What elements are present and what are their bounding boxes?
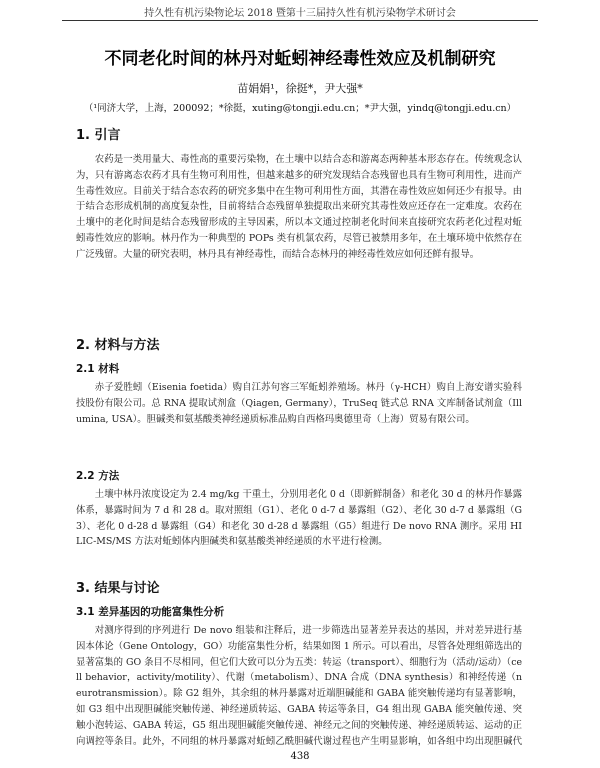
section-heading-intro: 1. 引言 xyxy=(76,128,121,143)
subsection-heading-materials: 2.1 材料 xyxy=(76,363,120,375)
header-divider xyxy=(62,20,538,21)
subsection-heading-go-enrichment: 3.1 差异基因的功能富集性分析 xyxy=(76,606,225,618)
affiliation: （¹同济大学，上海，200092；*徐挺，xuting@tongji.edu.cn；*尹大强，yindq@tongji.edu.cn） xyxy=(83,103,517,114)
paragraph-go-enrichment: 对测序得到的序列进行 De novo 组装和注释后，进一步筛选出显著差异表达的基因，并对差异进行基因本体论（Gene Ontology，GO）功能富集性分析，结果如图 1 所示。可以看出，尽管各处理组筛选出的显著富集的 GO 条目不尽相同，但它们大致可以分为五类：转运（transport）、细胞行为（活动/运动）（cell behavior，activity/motility）、代谢（metabolism）、DNA 合成（DNA synthesis）和神经传递（neurotransmission）。除 G2 组外，其余组的林丹暴露对近端胆碱能和 GABA 能突触传递均有显著影响，如 G3 组中出现胆碱能突触传递、神经递质转运、GABA 转运等条目，G4 组出现 GABA 能突触传递、突触小泡转运、GABA 转运，G5 组出现胆碱能突触传递、神经元之间的突触传递、神经递质转运、运动的正向调控等条目。此外，不同组的林丹暴露对蚯蚓乙酰胆碱代谢过程也产生明显影响，如各组中均出现胆碱代 xyxy=(76,625,522,747)
paragraph-intro: 农药是一类用量大、毒性高的重要污染物，在土壤中以结合态和游离态两种基本形态存在。传统观念认为，只有游离态农药才具有生物可利用性，但越来越多的研究发现结合态残留也具有生物可利用性，进而产生毒性效应。目前关于结合态农药的研究多集中在生物可利用性方面，其潜在毒性效应如何还少有报导。由于结合态形成机制的高度复杂性，目前将结合态残留单独提取出来研究其毒性效应还存在一定难度。农药在土壤中的老化时间是结合态残留形成的主导因素，所以本文通过控制老化时间来直接研究农药老化过程对蚯蚓毒性效应的影响。林丹作为一种典型的 POPs 类有机氯农药，尽管已被禁用多年，在土壤环境中依然存在广泛残留。大量的研究表明，林丹具有神经毒性，而结合态林丹的神经毒性效应如何还鲜有报导。 xyxy=(76,154,522,260)
paragraph-materials: 赤子爱胜蚓（Eisenia foetida）购自江苏句容三军蚯蚓养殖场。林丹（γ-HCH）购自上海安谱实验科技股份有限公司。总 RNA 提取试剂盒（Qiagen, Germany），TruSeq 链式总 RNA 文库制备试剂盒（Illumina, USA）。胆碱类和氨基酸类神经递质标准品购自西格玛奥德里奇（上海）贸易有限公司。 xyxy=(76,382,522,425)
subsection-heading-method: 2.2 方法 xyxy=(76,470,120,482)
paper-title: 不同老化时间的林丹对蚯蚓神经毒性效应及机制研究 xyxy=(104,49,496,69)
page-number: 438 xyxy=(290,751,310,762)
author-list: 苗娟娟¹，徐挺*，尹大强* xyxy=(237,82,363,95)
running-header: 持久性有机污染物论坛 2018 暨第十三届持久性有机污染物学术研讨会 xyxy=(144,8,456,19)
section-heading-results: 3. 结果与讨论 xyxy=(76,581,160,596)
section-heading-methods: 2. 材料与方法 xyxy=(76,338,160,353)
paragraph-method: 土壤中林丹浓度设定为 2.4 mg/kg 干重土，分别用老化 0 d（即新鲜制备）和老化 30 d 的林丹作暴露体系，暴露时间为 7 d 和 28 d。取对照组（G1）、老化 0 d-7 d 暴露组（G2）、老化 30 d-7 d 暴露组（G3）、老化 0 d-28 d 暴露组（G4）和老化 30 d-28 d 暴露组（G5）组进行 De novo RNA 测序。采用 HILIC-MS/MS 方法对蚯蚓体内胆碱类和氨基酸类神经递质的水平进行检测。 xyxy=(76,489,522,548)
